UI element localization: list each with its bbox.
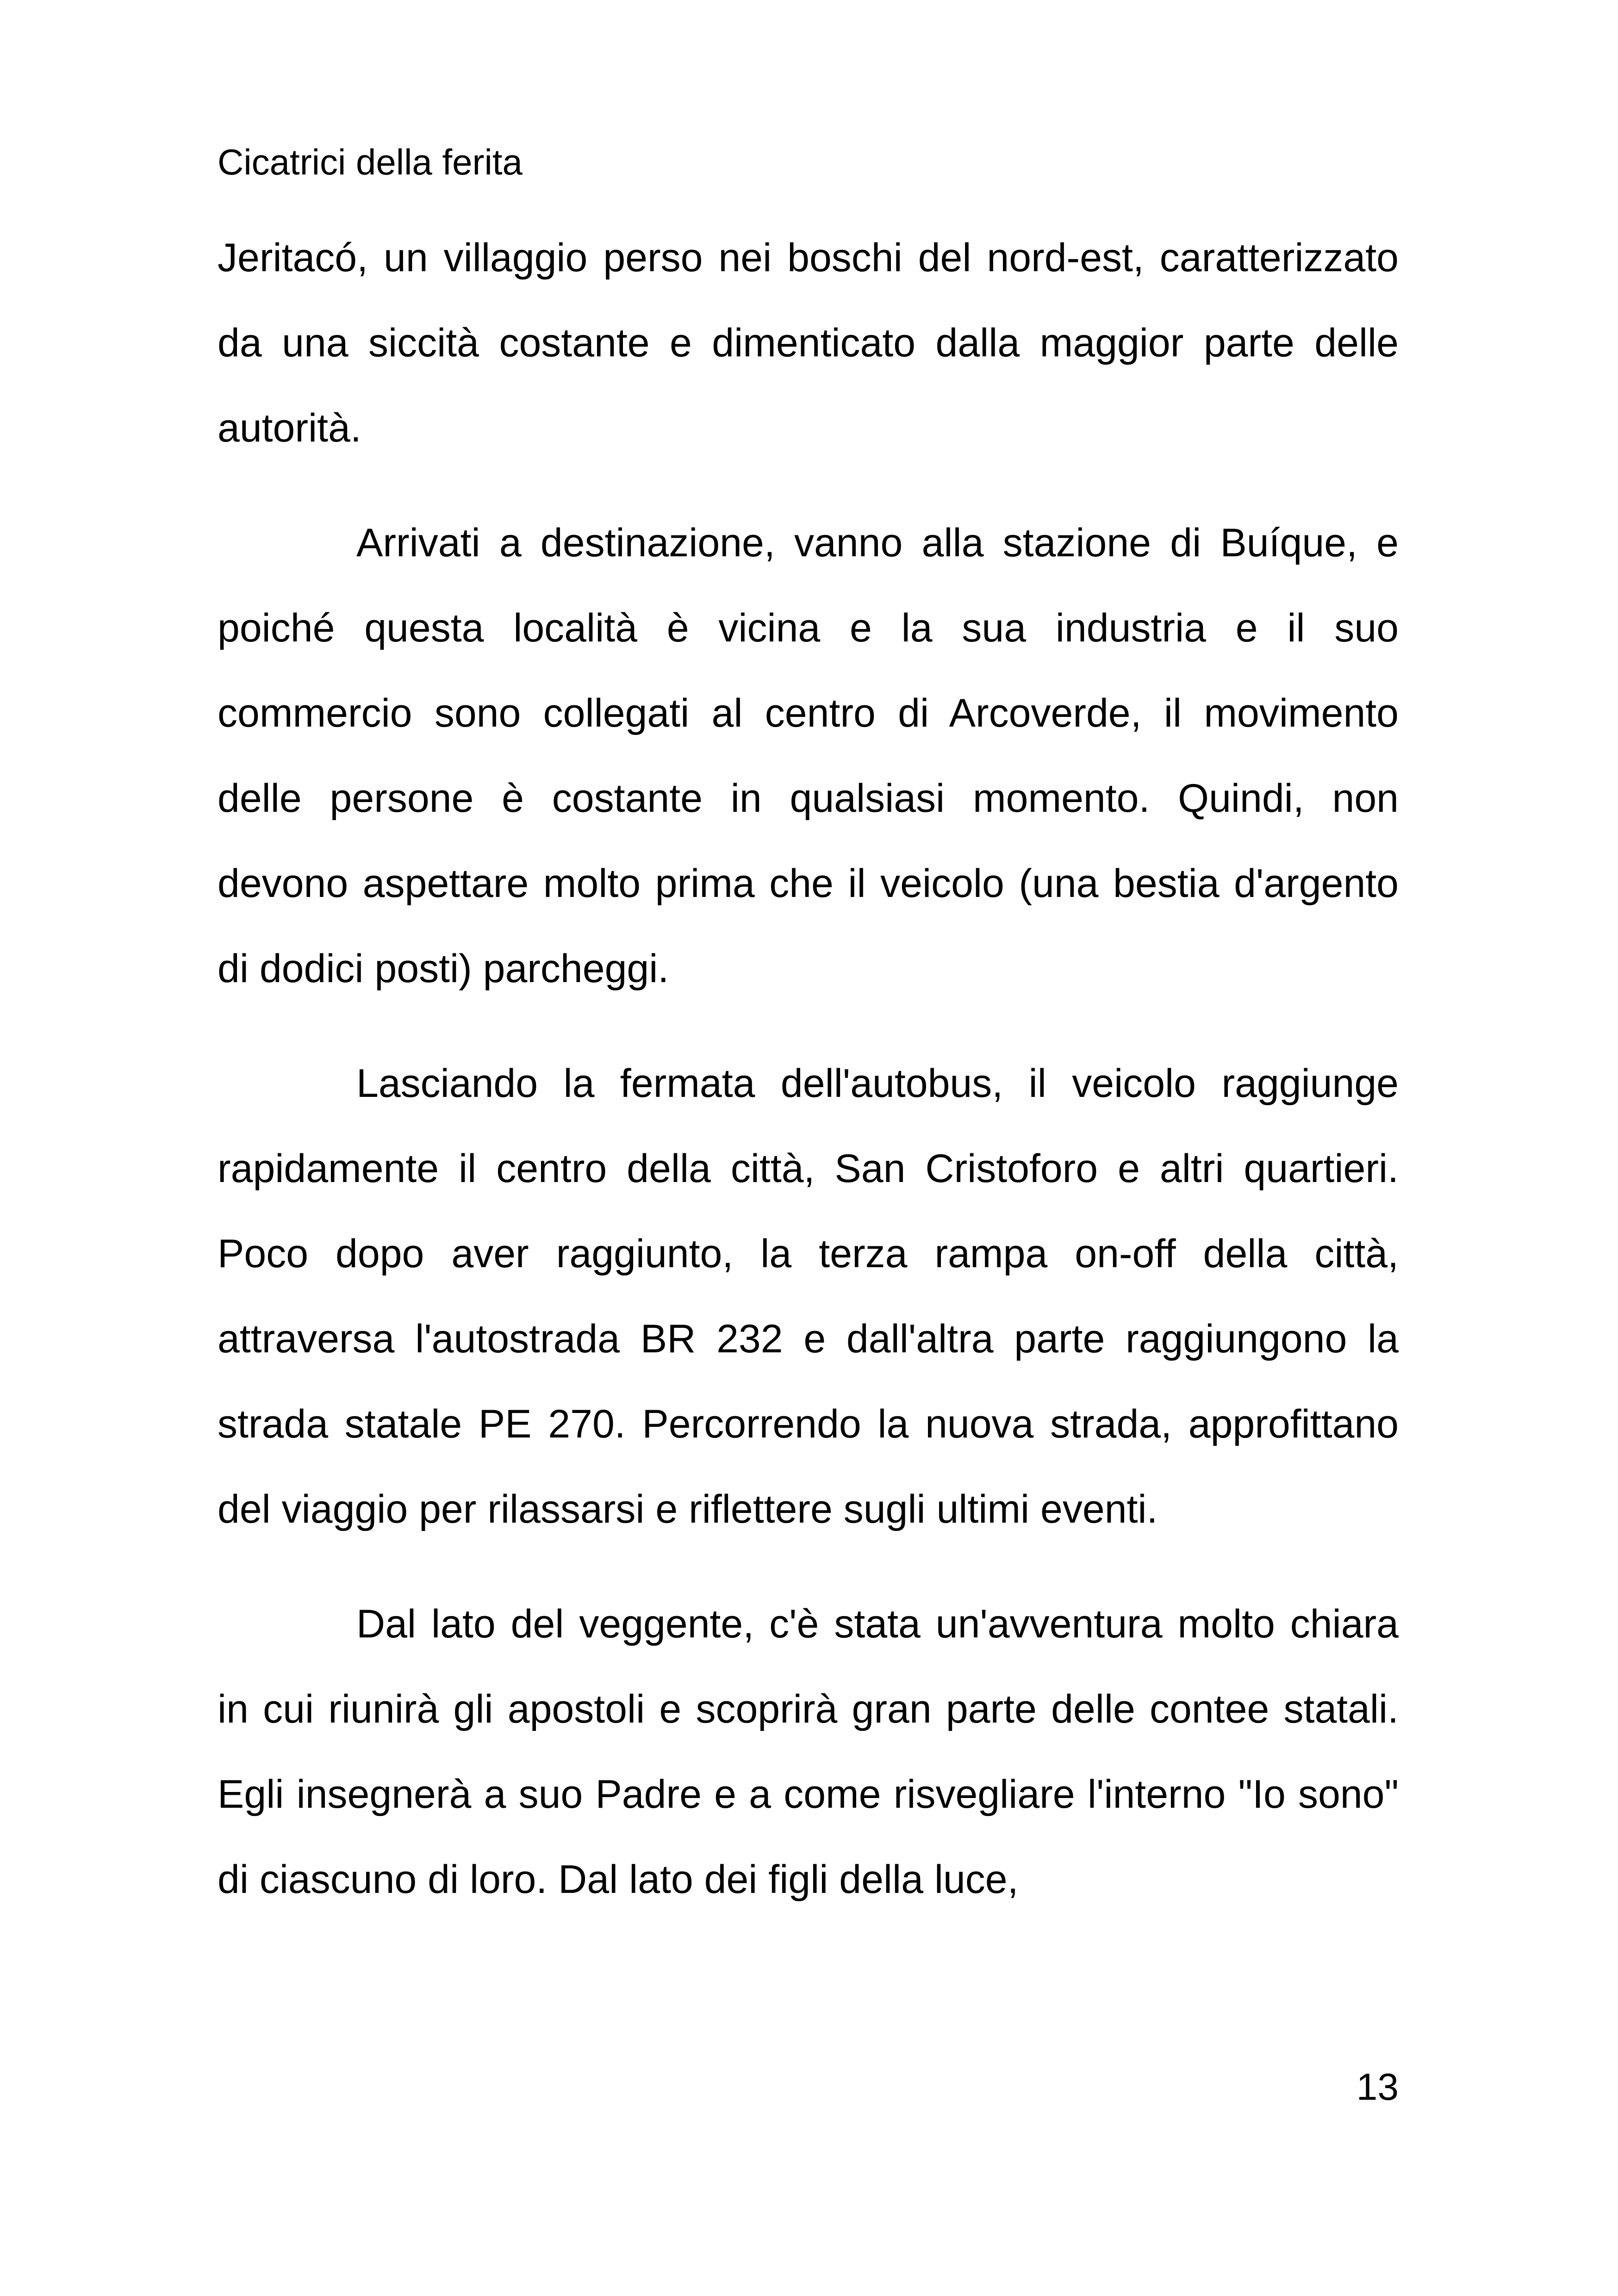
running-header: Cicatrici della ferita bbox=[218, 142, 523, 182]
paragraph-4: Dal lato del veggente, c'è stata un'avventura molto chiara in cui riunirà gli apostoli e scoprirà gran parte delle contee statali. Egli insegnerà a suo Padre e a come risvegliare l'interno "Io sono" di ciascuno di loro. Dal lato dei figli della luce, bbox=[218, 1602, 1399, 1902]
page-number: 13 bbox=[1356, 2066, 1399, 2108]
paragraph-1: Jeritacó, un villaggio perso nei boschi del nord-est, caratterizzato da una siccità costante e dimenticato dalla maggior parte delle autorità. bbox=[218, 236, 1399, 450]
body-text bbox=[218, 215, 1399, 1952]
paragraph-2: Arrivati a destinazione, vanno alla stazione di Buíque, e poiché questa località è vicina e la sua industria e il suo commercio sono collegati al centro di Arcoverde, il movimento delle persone è costante in qualsiasi momento. Quindi, non devono aspettare molto prima che il veicolo (una bestia d'argento di dodici posti) parcheggi. bbox=[218, 521, 1399, 991]
paragraph-3: Lasciando la fermata dell'autobus, il veicolo raggiunge rapidamente il centro della città, San Cristoforo e altri quartieri. Poco dopo aver raggiunto, la terza rampa on-off della città, attraversa l'autostrada BR 232 e dall'altra parte raggiungono la strada statale PE 270. Percorrendo la nuova strada, approfittano del viaggio per rilassarsi e riflettere sugli ultimi eventi. bbox=[218, 1061, 1399, 1531]
